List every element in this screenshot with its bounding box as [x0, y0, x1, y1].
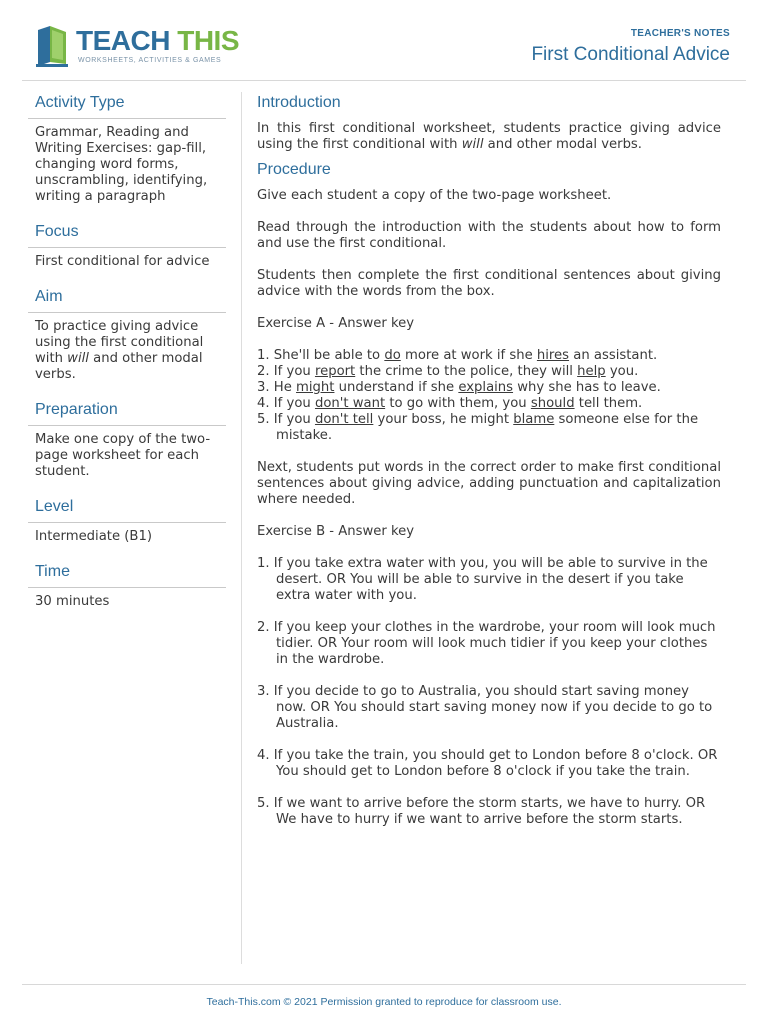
- focus-text: First conditional for advice: [35, 254, 210, 269]
- exercise-b-label: Exercise B - Answer key: [257, 524, 415, 539]
- footer-copyright: Teach-This.com © 2021 Permission granted to reproduce for classroom use.: [206, 996, 562, 1008]
- exercise-a-answer-list: [257, 348, 721, 444]
- answer-item: 5. If you don't tell your boss, he might blame someone else for the mistake.: [257, 412, 699, 443]
- book-logo-icon: [36, 24, 70, 68]
- answer-item: 3. If you decide to go to Australia, you should start saving money now. OR You should start saving money now if you decide to go to Australia.: [257, 684, 713, 731]
- focus-section: [28, 223, 226, 270]
- procedure-paragraph: Give each student a copy of the two-page worksheet.: [257, 188, 612, 203]
- answer-item: 4. If you take the train, you should get to London before 8 o'clock. OR You should get to London before 8 o'clock if you take the train.: [257, 748, 718, 779]
- page-title: First Conditional Advice: [531, 44, 730, 65]
- exercise-a-label: Exercise A - Answer key: [257, 316, 415, 331]
- answer-item: 1. If you take extra water with you, you will be able to survive in the desert. OR You will be able to survive in the desert if you take extra water with you.: [257, 556, 708, 603]
- preparation-text: Make one copy of the two-page worksheet for each student.: [35, 432, 211, 479]
- column-divider: [241, 92, 242, 964]
- answer-item: 3. He might understand if she explains why she has to leave.: [257, 380, 661, 395]
- time-text: 30 minutes: [35, 594, 110, 609]
- header-divider: [22, 80, 746, 81]
- level-section: [28, 498, 226, 545]
- logo-word-this: THIS: [177, 25, 240, 56]
- logo-tagline: WORKSHEETS, ACTIVITIES & GAMES: [78, 57, 222, 64]
- procedure-paragraph: Students then complete the first conditional sentences about giving advice with the words from the box.: [257, 268, 721, 299]
- footer-divider: [22, 984, 746, 985]
- activity-type-text: Grammar, Reading and Writing Exercises: gap-fill, changing word forms, unscrambling, identifying, writing a paragraph: [35, 125, 208, 204]
- level-heading: Level: [28, 498, 226, 523]
- aim-text: [28, 313, 226, 383]
- preparation-heading: Preparation: [28, 401, 226, 426]
- activity-type-section: [28, 94, 226, 205]
- aim-section: [28, 288, 226, 383]
- main-content: [257, 94, 721, 844]
- logo-wordmark: [76, 26, 239, 56]
- answer-item: 1. She'll be able to do more at work if she hires an assistant.: [257, 348, 658, 363]
- brand-logo: [36, 24, 240, 70]
- preparation-section: [28, 401, 226, 480]
- answer-item: 5. If we want to arrive before the storm starts, we have to hurry. OR We have to hurry if we want to arrive before the storm starts.: [257, 796, 706, 827]
- exercise-b-answer-list: [257, 556, 721, 828]
- introduction-text: [257, 121, 721, 153]
- introduction-text-part: and other modal verbs.: [483, 137, 642, 152]
- aim-text-part: and other modal verbs.: [35, 351, 203, 382]
- introduction-text-part: In this first conditional worksheet, students practice giving advice using the first conditional with: [257, 121, 721, 152]
- procedure-paragraph: Next, students put words in the correct order to make first conditional sentences about giving advice, adding punctuation and capitalization where needed.: [257, 460, 721, 507]
- teachers-notes-label: TEACHER'S NOTES: [630, 28, 730, 39]
- introduction-heading: Introduction: [257, 94, 341, 111]
- focus-heading: Focus: [28, 223, 226, 248]
- time-heading: Time: [28, 563, 226, 588]
- aim-text-emphasis: will: [67, 351, 89, 366]
- answer-item: 2. If you keep your clothes in the wardrobe, your room will look much tidier. OR Your room will look much tidier if you keep your clothes in the wardrobe.: [257, 620, 716, 667]
- aim-heading: Aim: [28, 288, 226, 313]
- sidebar: [28, 94, 226, 628]
- introduction-text-emphasis: will: [461, 137, 484, 152]
- logo-word-teach: TEACH: [76, 25, 170, 56]
- procedure-heading: Procedure: [257, 161, 331, 178]
- answer-item: 2. If you report the crime to the police, they will help you.: [257, 364, 639, 379]
- activity-type-heading: Activity Type: [28, 94, 226, 119]
- aim-text-part: To practice giving advice using the first conditional with: [35, 319, 204, 366]
- procedure-paragraph: Read through the introduction with the students about how to form and use the first conditional.: [257, 220, 721, 251]
- time-section: [28, 563, 226, 610]
- answer-item: 4. If you don't want to go with them, you should tell them.: [257, 396, 643, 411]
- level-text: Intermediate (B1): [35, 529, 153, 544]
